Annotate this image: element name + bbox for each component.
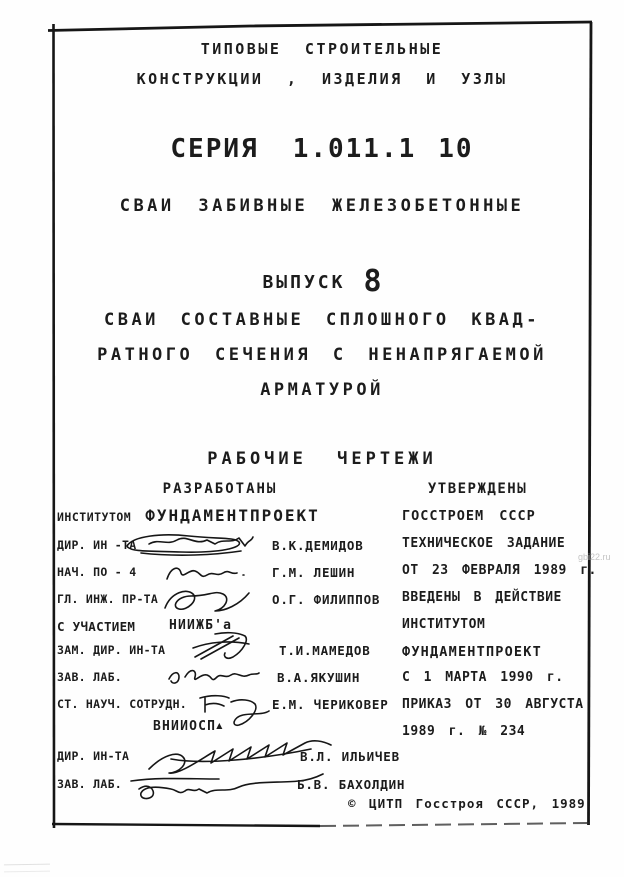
approved-heading: УТВЕРЖДЕНЫ <box>427 481 528 497</box>
subtitle-line1: СВАИ СОСТАВНЫЕ СПЛОШНОГО КВАД- <box>103 310 541 330</box>
series-number: 1.011.1 <box>292 134 417 164</box>
approved-line: ВВЕДЕНЫ В ДЕЙСТВИЕ <box>402 589 562 605</box>
signer-name: Е.М. ЧЕРИКОВЕР <box>272 697 389 712</box>
signer-role: ГЛ. ИНЖ. ПР-ТА <box>57 592 159 606</box>
signature-filippov <box>157 584 255 616</box>
approved-line: ФУНДАМЕНТПРОЕКТ <box>402 643 542 660</box>
faint-watermark <box>4 864 50 873</box>
doc-category-line1: ТИПОВЫЕ СТРОИТЕЛЬНЫЕ <box>200 40 444 58</box>
signer-name: В.К.ДЕМИДОВ <box>272 538 364 553</box>
approved-line: ПРИКАЗ ОТ 30 АВГУСТА <box>402 697 584 713</box>
participation-org: НИИЖБ'а <box>169 618 233 633</box>
participation-label: С УЧАСТИЕМ <box>57 619 136 634</box>
signer-role: СТ. НАУЧ. СОТРУДН. <box>57 697 188 711</box>
doc-title: СВАИ ЗАБИВНЫЕ ЖЕЛЕЗОБЕТОННЫЕ <box>119 196 525 216</box>
developed-by-line <box>57 506 320 525</box>
vniiosp-label <box>153 719 224 734</box>
signer-role: ДИР. ИН-ТА <box>57 749 130 763</box>
signer-name: О.Г. ФИЛИППОВ <box>272 592 381 607</box>
copyright-line: © ЦИТП Госстроя СССР, 1989 <box>348 796 586 811</box>
signer-name: Г.М. ЛЕШИН <box>272 565 356 580</box>
signer-name: Т.И.МАМЕДОВ <box>279 643 371 658</box>
signature-yakushin <box>163 663 263 691</box>
signer-role: ЗАМ. ДИР. ИН-ТА <box>57 643 166 657</box>
signer-role: ЗАВ. ЛАБ. <box>57 777 123 791</box>
developed-by-prefix: ИНСТИТУТОМ <box>57 510 132 524</box>
series-title <box>54 134 590 164</box>
signer-name: В.А.ЯКУШИН <box>277 670 361 685</box>
issue-number: 8 <box>363 264 382 299</box>
approved-column <box>402 536 597 751</box>
developed-heading: РАЗРАБОТАНЫ <box>162 481 278 497</box>
subtitle-line2: РАТНОГО СЕЧЕНИЯ С НЕНАПРЯГАЕМОЙ <box>97 345 547 365</box>
signer-name: Б.В. БАХОЛДИН <box>297 777 406 792</box>
issue-label: ВЫПУСК <box>262 272 346 293</box>
approved-line: ТЕХНИЧЕСКОЕ ЗАДАНИЕ <box>402 536 566 551</box>
developed-signers-column <box>57 538 406 808</box>
approved-line: 1989 г. № 234 <box>402 724 526 740</box>
signer-role: ЗАВ. ЛАБ. <box>57 670 123 684</box>
issue-title <box>54 264 590 299</box>
series-label: СЕРИЯ <box>170 134 259 164</box>
approved-by-org: ГОССТРОЕМ СССР <box>402 508 536 524</box>
vniiosp-text: ВНИИОСП <box>153 719 217 734</box>
approved-line: ОТ 23 ФЕВРАЛЯ 1989 г. <box>402 562 597 578</box>
doc-type-heading: РАБОЧИЕ ЧЕРТЕЖИ <box>207 449 437 469</box>
triangle-marker-icon: ▲ <box>216 721 224 730</box>
signature-leshin <box>161 561 249 585</box>
developed-by-org: ФУНДАМЕНТПРОЕКТ <box>145 506 320 525</box>
approved-line: С 1 МАРТА 1990 г. <box>402 670 564 686</box>
signer-role: НАЧ. ПО - 4 <box>57 565 137 579</box>
approved-line: ИНСТИТУТОМ <box>402 616 486 632</box>
signer-role: ДИР. ИН -ТА <box>57 538 137 552</box>
series-suffix: 10 <box>438 134 474 164</box>
signature-mamedov <box>185 629 263 663</box>
site-watermark: gbi22.ru <box>578 552 611 562</box>
signer-name: В.Л. ИЛЬИЧЕВ <box>300 749 400 764</box>
subtitle-line3: АРМАТУРОЙ <box>260 380 384 400</box>
doc-category-line2: КОНСТРУКЦИИ , ИЗДЕЛИЯ И УЗЛЫ <box>136 70 508 88</box>
